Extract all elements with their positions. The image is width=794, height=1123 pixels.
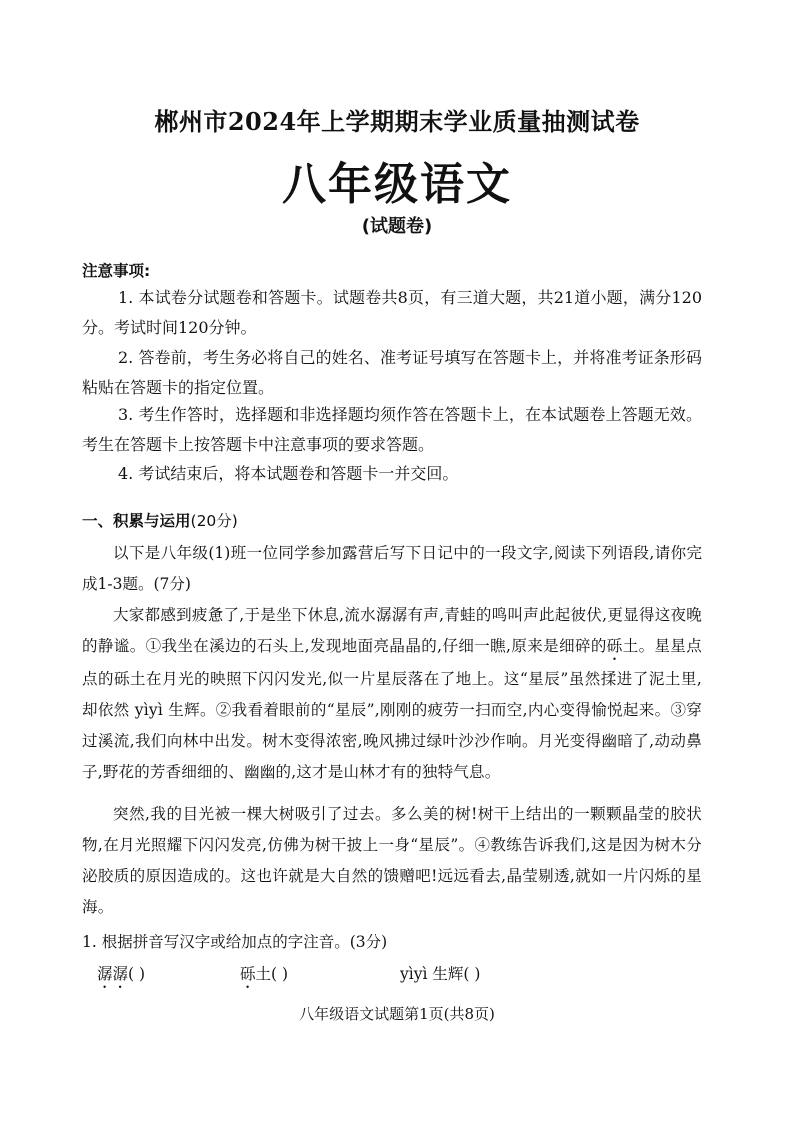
question-1-prompt: 1. 根据拼音写汉字或给加点的字注音。(3分) (82, 933, 388, 951)
section-heading (82, 509, 238, 531)
notice-item: 4. 考试结束后，将本试题卷和答题卡一并交回。 (118, 464, 459, 483)
notice-heading: 注意事项: (82, 262, 151, 280)
answer-paren: ( ) (271, 965, 289, 983)
section-score: (20分) (190, 512, 238, 530)
page-footer: 八年级语文试题第1页(共8页) (299, 1005, 495, 1023)
exam-title: 郴州市2024年上学期期末学业质量抽测试卷 (154, 107, 640, 136)
notice-item: 3. 考生作答时，选择题和非选择题均须作答在答题卡上，在本试题卷上答题无效。考生在答题卡上按答题卡中注意事项的要求答题。 (82, 405, 702, 454)
diary-paragraph-2: 突然,我的目光被一棵大树吸引了过去。多么美的树!树干上结出的一颗颗晶莹的胶状物,在月光照耀下闪闪发亮,仿佛为树干披上一身“星辰”。④教练告诉我们,这是因为树木分泌胶质的原因造成的。这也许就是大自然的馈赠吧!远远看去,晶莹剔透,就如一片闪烁的星海。 (82, 805, 702, 916)
dotted-char-li: 砾 (606, 637, 623, 655)
answer-blank-yiyi: yìyì 生辉( ) (400, 965, 481, 983)
subject-title: 八年级语文 (282, 159, 512, 210)
reading-intro: 以下是八年级(1)班一位同学参加露营后写下日记中的一段文字,阅读下列语段,请你完成1-3题。(7分) (82, 544, 702, 593)
notice-item: 2. 答卷前，考生务必将自己的姓名、准考证号填写在答题卡上，并将准考证条形码粘贴在答题卡的指定位置。 (82, 348, 702, 397)
dotted-word-chanchan: 潺潺 (375, 606, 408, 624)
notice-item: 1. 本试卷分试题卷和答题卡。试题卷共8页，有三道大题，共21道小题，满分120分。考试时间120分钟。 (82, 288, 702, 337)
diary-paragraph-1: 大家都感到疲惫了,于是坐下休息,流水潺潺有声,青蛙的鸣叫声此起彼伏,更显得这夜晚的静谧。①我坐在溪边的石头上,发现地面亮晶晶的,仔细一瞧,原来是细碎的砾土。星星点点的砾土在月光的映照下闪闪发光,似一片星辰落在了地上。这“星辰”虽然揉进了泥土里,却依然 yìyì 生辉。②我看着眼前的“星辰”,刚刚的疲劳一扫而空,内心变得愉悦起来。③穿过溪流,我们向林中出发。树木变得浓密,晚风拂过绿叶沙沙作响。月光变得幽暗了,动动鼻子,野花的芳香细细的、幽幽的,这才是山林才有的独特气息。 (82, 606, 702, 781)
answer-blank-chanchan: 潺潺( ) (97, 965, 146, 983)
paper-type-label: (试题卷) (361, 216, 433, 237)
answer-blank-li: 砾土( ) (240, 965, 289, 983)
section-title: 一、积累与运用 (82, 512, 191, 530)
answer-paren: ( ) (128, 965, 146, 983)
answer-paren: ( ) (463, 965, 481, 983)
